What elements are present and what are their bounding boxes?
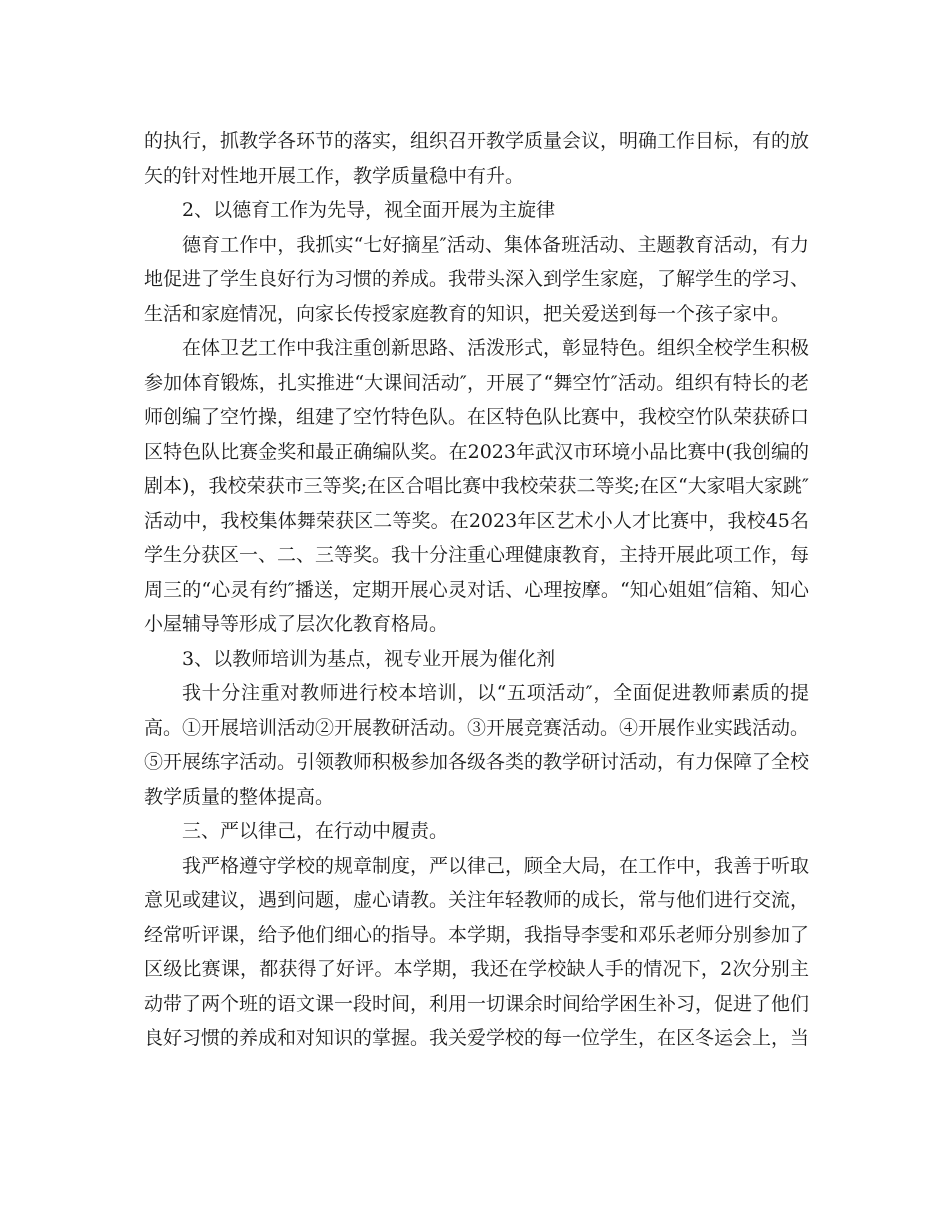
section-heading-teacher-training: 3、以教师培训为基点，视专业开展为催化剂 [182,647,556,670]
paragraph-moral-education: 德育工作中，我抓实“七好摘星″活动、集体备班活动、主题教育活动，有力地促进了学生良好行为习惯的养成。我带头深入到学生家庭，了解学生的学习、生活和家庭情况，向家长传授家庭教育的知识，把关爱送到每一个孩子家中。 [144,233,810,325]
paragraph-self-discipline: 我严格遵守学校的规章制度，严以律己，顾全大局，在工作中，我善于听取意见或建议，遇到问题，虚心请教。关注年轻教师的成长，常与他们进行交流，经常听评课，给予他们细心的指导。本学期，我指导李雯和邓乐老师分别参加了区级比赛课，都获得了好评。本学期，我还在学校缺人手的情况下，2次分别主动带了两个班的语文课一段时间，利用一切课余时间给学困生补习，促进了他们良好习惯的养成和对知识的掌握。我关爱学校的每一位学生，在区冬运会上，当 [144,854,810,1049]
section-heading-moral-education: 2、以德育工作为先导，视全面开展为主旋律 [182,199,556,221]
paragraph-sports-arts: 在体卫艺工作中我注重创新思路、活泼形式，彰显特色。组织全校学生积极参加体育锻炼，扎实推进“大课间活动″，开展了“舞空竹″活动。组织有特长的老师创编了空竹操，组建了空竹特色队。在区特色队比赛中，我校空竹队荣获硚口区特色队比赛金奖和最正确编队奖。在2023年武汉市环境小品比赛中(我创编的剧本)，我校荣获市三等奖;在区合唱比赛中我校荣获二等奖;在区“大家唱大家跳″活动中，我校集体舞荣获区二等奖。在2023年区艺术小人才比赛中，我校45名学生分获区一、二、三等奖。我十分注重心理健康教育，主持开展此项工作，每周三的“心灵有约″播送，定期开展心灵对话、心理按摩。“知心姐姐″信箱、知心小屋辅导等形成了层次化教育格局。 [144,337,810,635]
document-body [144,124,809,1056]
paragraph-teacher-training: 我十分注重对教师进行校本培训，以“五项活动″，全面促进教师素质的提高。①开展培训活动②开展教研活动。③开展竞赛活动。④开展作业实践活动。⑤开展练字活动。引领教师积极参加各级各类的教学研讨活动，有力保障了全校教学质量的整体提高。 [144,682,810,808]
paragraph-continuation: 的执行，抓教学各环节的落实，组织召开教学质量会议，明确工作目标，有的放矢的针对性地开展工作，教学质量稳中有升。 [144,130,810,187]
section-heading-self-discipline: 三、严以律己，在行动中履责。 [182,820,449,842]
